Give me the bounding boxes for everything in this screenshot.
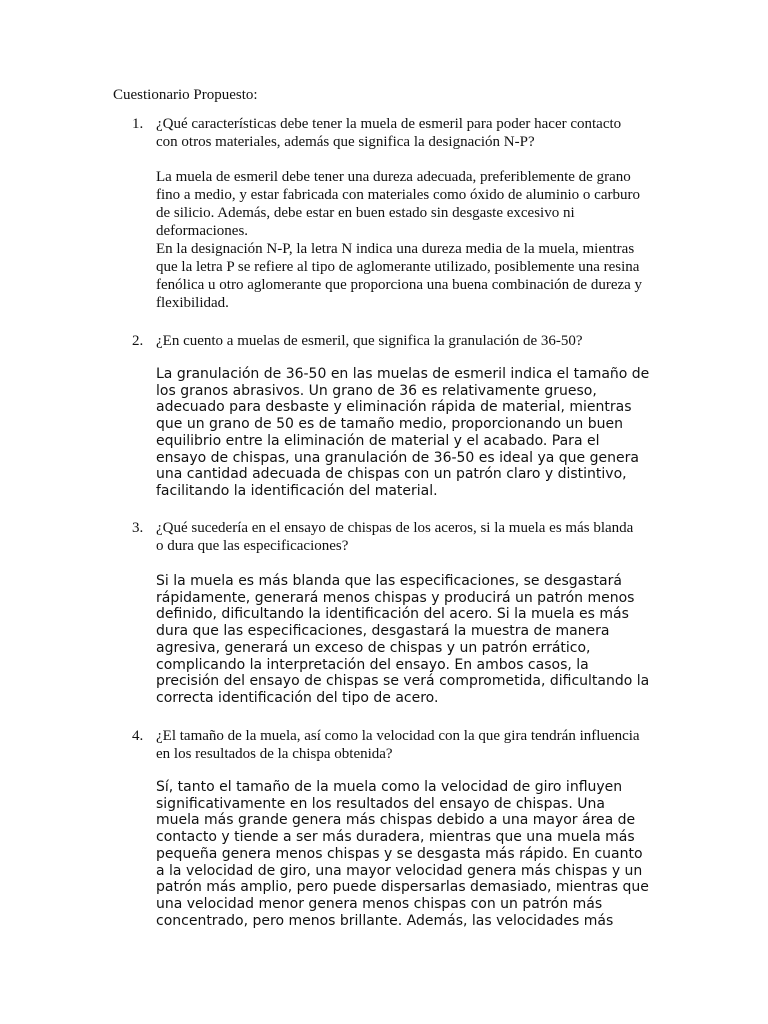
answer-text: Si la muela es más blanda que las especificaciones, se desgastará rápidamente, generará menos chispas y producirá un patrón menos definido, dificultando la identificación del acero. Si la muela es más dura que las especificaciones, desgastará la muestra de manera agresiva, generará un exceso de chispas y un patrón errático, complicando la interpretación del ensayo. En ambos casos, la precisión del ensayo de chispas se verá comprometida, dificultando la correcta identificación del tipo de acero. <box>156 573 650 706</box>
answer-text: Sí, tanto el tamaño de la muela como la velocidad de giro influyen significativamente en los resultados del ensayo de chispas. Una muela más grande genera más chispas debido a una mayor área de contacto y tiende a ser más duradera, mientras que una muela más pequeña genera menos chispas y se desgasta más rápido. En cuanto a la velocidad de giro, una mayor velocidad genera más chispas y un patrón más amplio, pero puede dispersarlas demasiado, mientras que una velocidad menor genera menos chispas con un patrón más concentrado, pero menos brillante. Además, las velocidades más <box>156 779 649 929</box>
answer-text: La muela de esmeril debe tener una dureza adecuada, preferiblemente de grano fino a medio, y estar fabricada con materiales como óxido de aluminio o carburo de silicio. Además, debe estar en buen estado sin desgaste excesivo ni deformaciones. En la designación N-P, la letra N indica una dureza media de la muela, mientras que la letra P se refiere al tipo de aglomerante utilizado, posiblemente una resina fenólica u otro aglomerante que proporciona una buena combinación de dureza y flexibilidad. <box>156 169 643 311</box>
question-number: 1. <box>132 116 144 132</box>
question-text: ¿El tamaño de la muela, así como la velocidad con la que gira tendrán influencia en los resultados de la chispa obtenida? <box>156 728 640 762</box>
question-number: 2. <box>132 333 144 349</box>
document-title: Cuestionario Propuesto: <box>113 87 258 103</box>
answer-text: La granulación de 36-50 en las muelas de esmeril indica el tamaño de los granos abrasivos. Un grano de 36 es relativamente grueso, adecuado para desbaste y eliminación rápida de material, mientras que un grano de 50 es de tamaño medio, proporcionando un buen equilibrio entre la eliminación de material y el acabado. Para el ensayo de chispas, una granulación de 36-50 es ideal ya que genera una cantidad adecuada de chispas con un patrón claro y distintivo, facilitando la identificación del material. <box>156 366 650 499</box>
question-text: ¿Qué características debe tener la muela de esmeril para poder hacer contacto con otros materiales, además que significa la designación N-P? <box>156 116 622 150</box>
question-number: 3. <box>132 520 144 536</box>
question-text: ¿Qué sucedería en el ensayo de chispas de los aceros, si la muela es más blanda o dura que las especificaciones? <box>156 520 634 554</box>
question-number: 4. <box>132 728 144 744</box>
question-text: ¿En cuento a muelas de esmeril, que significa la granulación de 36-50? <box>156 333 583 349</box>
